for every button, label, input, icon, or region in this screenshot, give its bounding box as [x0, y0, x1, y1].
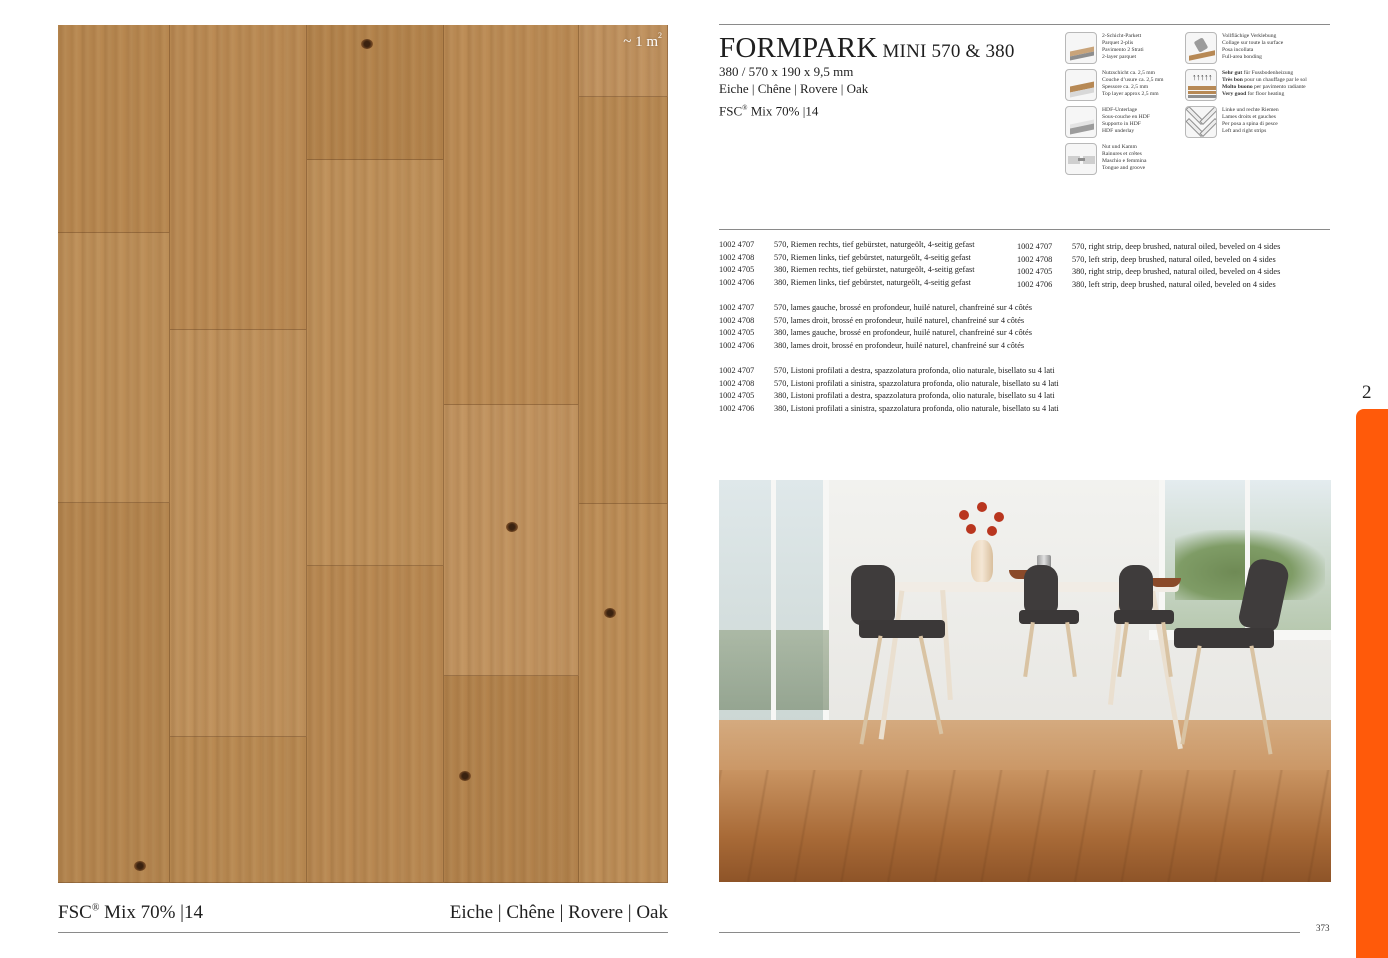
room-photo	[719, 480, 1331, 882]
code-row: 1002 4708 570, lames droit, brossé en profondeur, huilé naturel, chanfreiné sur 4 côtés	[719, 315, 1025, 325]
code-row: 1002 4707 570, Riemen rechts, tief gebürstet, naturgeölt, 4-seitig gefast	[719, 240, 975, 249]
chair	[851, 565, 895, 625]
wood-plank	[170, 330, 307, 737]
wood-plank	[444, 405, 579, 676]
legend-item-strips	[1185, 106, 1279, 138]
wood-plank	[579, 97, 668, 504]
legend-text: HDF-Unterlage Sous-couche en HDF Supporto in HDF HDF underlay	[1102, 107, 1150, 134]
legend-item-floor-heating	[1185, 69, 1307, 101]
code-row: 1002 4706 380, Listoni profilati a sinistra, spazzolatura profonda, olio naturale, bisellato su 4 lati	[719, 403, 1059, 413]
codes-english	[1017, 241, 1280, 291]
legend-text: Nut und Kamm Rainures et crêtes Maschio e femmina Tongue and groove	[1102, 144, 1147, 171]
legend-text: Vollflächige Verklebung Collage sur toute la surface Posa incollata Full-area bonding	[1222, 33, 1284, 60]
legend-text: 2-Schicht-Parkett Parquet 2-plis Pavimento 2 Strati 2-layer parquet	[1102, 33, 1144, 60]
wood-plank	[170, 737, 307, 883]
codes-german	[719, 239, 975, 289]
product-fsc: FSC® Mix 70% |14	[719, 103, 819, 119]
legend-item-hdf	[1065, 106, 1150, 138]
code-row: 1002 4706 380, Riemen links, tief gebürstet, naturgeölt, 4-seitig gefast	[719, 277, 971, 287]
legend-text: Nutzschicht ca. 2,5 mm Couche d’usure ca. 2,5 mm Spessore ca. 2,5 mm Top layer approx 2,5 mm	[1102, 70, 1164, 97]
codes-french	[719, 302, 1032, 352]
sample-size-label: ~ 1 $m^2$	[623, 31, 662, 50]
divider	[58, 932, 668, 933]
page-number: 373	[1316, 923, 1330, 933]
wood-plank	[58, 233, 170, 503]
wood-sample-image	[58, 25, 668, 883]
fsc-label: FSC® Mix 70% |14	[58, 902, 203, 923]
code-row: 1002 4707 570, lames gauche, brossé en profondeur, huilé naturel, chanfreiné sur 4 côtés	[719, 303, 1032, 312]
legend-text: Linke und rechte Riemen Lames droits et gauches Per posa a spina di pesce Left and right strips	[1222, 107, 1279, 134]
code-row: 1002 4705 380, right strip, deep brushed, natural oiled, beveled on 4 sides	[1017, 267, 1281, 276]
legend-item-bonding	[1185, 32, 1283, 64]
section-number: 2	[1362, 382, 1372, 403]
wood-plank	[170, 25, 307, 330]
wood-plank	[307, 160, 444, 566]
code-row: 1002 4707 570, right strip, deep brushed, natural oiled, beveled on 4 sides	[1017, 242, 1281, 251]
chair	[1024, 565, 1058, 615]
legend-text: Sehr gut für Fussbodenheizung Très bon pour un chauffage par le sol Molto buono per pavimento radiante Very good for floor heating	[1222, 70, 1307, 97]
species-label: Eiche | Chêne | Rovere | Oak	[449, 902, 668, 923]
vase	[971, 540, 993, 582]
sample-caption	[58, 898, 668, 928]
codes-italian	[719, 365, 1059, 415]
divider	[719, 932, 1300, 933]
wood-plank	[58, 25, 170, 233]
code-row: 1002 4708 570, Listoni profilati a sinistra, spazzolatura profonda, olio naturale, bisellato su 4 lati	[719, 378, 1059, 388]
wood-plank	[58, 503, 170, 883]
divider	[719, 24, 1330, 25]
wood-plank	[579, 504, 668, 883]
code-row: 1002 4708 570, Riemen links, tief gebürstet, naturgeölt, 4-seitig gefast	[719, 252, 971, 262]
full-area-bonding-icon	[1185, 32, 1217, 64]
code-row: 1002 4705 380, Listoni profilati a destra, spazzolatura profonda, olio naturale, bisellato su 4 lati	[719, 391, 1055, 400]
code-row: 1002 4705 380, lames gauche, brossé en profondeur, huilé naturel, chanfreiné sur 4 côtés	[719, 328, 1032, 337]
code-row: 1002 4705 380, Riemen rechts, tief gebürstet, naturgeölt, 4-seitig gefast	[719, 265, 975, 274]
herringbone-strips-icon	[1185, 106, 1217, 138]
wood-knot	[506, 522, 518, 532]
wood-plank	[307, 25, 444, 160]
code-row: 1002 4708 570, left strip, deep brushed, natural oiled, beveled on 4 sides	[1017, 254, 1276, 264]
tongue-groove-icon	[1065, 143, 1097, 175]
code-row: 1002 4706 380, lames droit, brossé en profondeur, huilé naturel, chanfreiné sur 4 côtés	[719, 340, 1025, 350]
chair	[1119, 565, 1153, 615]
wood-knot	[459, 771, 471, 781]
top-layer-icon	[1065, 69, 1097, 101]
two-layer-parquet-icon	[1065, 32, 1097, 64]
product-title: FORMPARK MINI 570 & 380	[719, 32, 1015, 64]
divider	[719, 229, 1330, 230]
code-row: 1002 4707 570, Listoni profilati a destra, spazzolatura profonda, olio naturale, bisellato su 4 lati	[719, 366, 1055, 375]
legend-item-two-layer	[1065, 32, 1144, 64]
wood-knot	[604, 608, 616, 618]
wood-plank	[444, 25, 579, 405]
legend-item-top-layer	[1065, 69, 1164, 101]
wood-plank	[307, 566, 444, 883]
product-dimensions: 380 / 570 x 190 x 9,5 mm	[719, 64, 854, 79]
floor-heating-icon: ↑↑↑↑↑	[1185, 69, 1217, 101]
hdf-underlay-icon	[1065, 106, 1097, 138]
section-tab	[1356, 409, 1388, 958]
legend-item-tongue-groove	[1065, 143, 1146, 175]
product-species: Eiche | Chêne | Rovere | Oak	[719, 81, 869, 96]
wood-knot	[361, 39, 373, 49]
wood-knot	[134, 861, 146, 871]
code-row: 1002 4706 380, left strip, deep brushed, natural oiled, beveled on 4 sides	[1017, 279, 1276, 289]
oak-floor	[719, 770, 1331, 882]
